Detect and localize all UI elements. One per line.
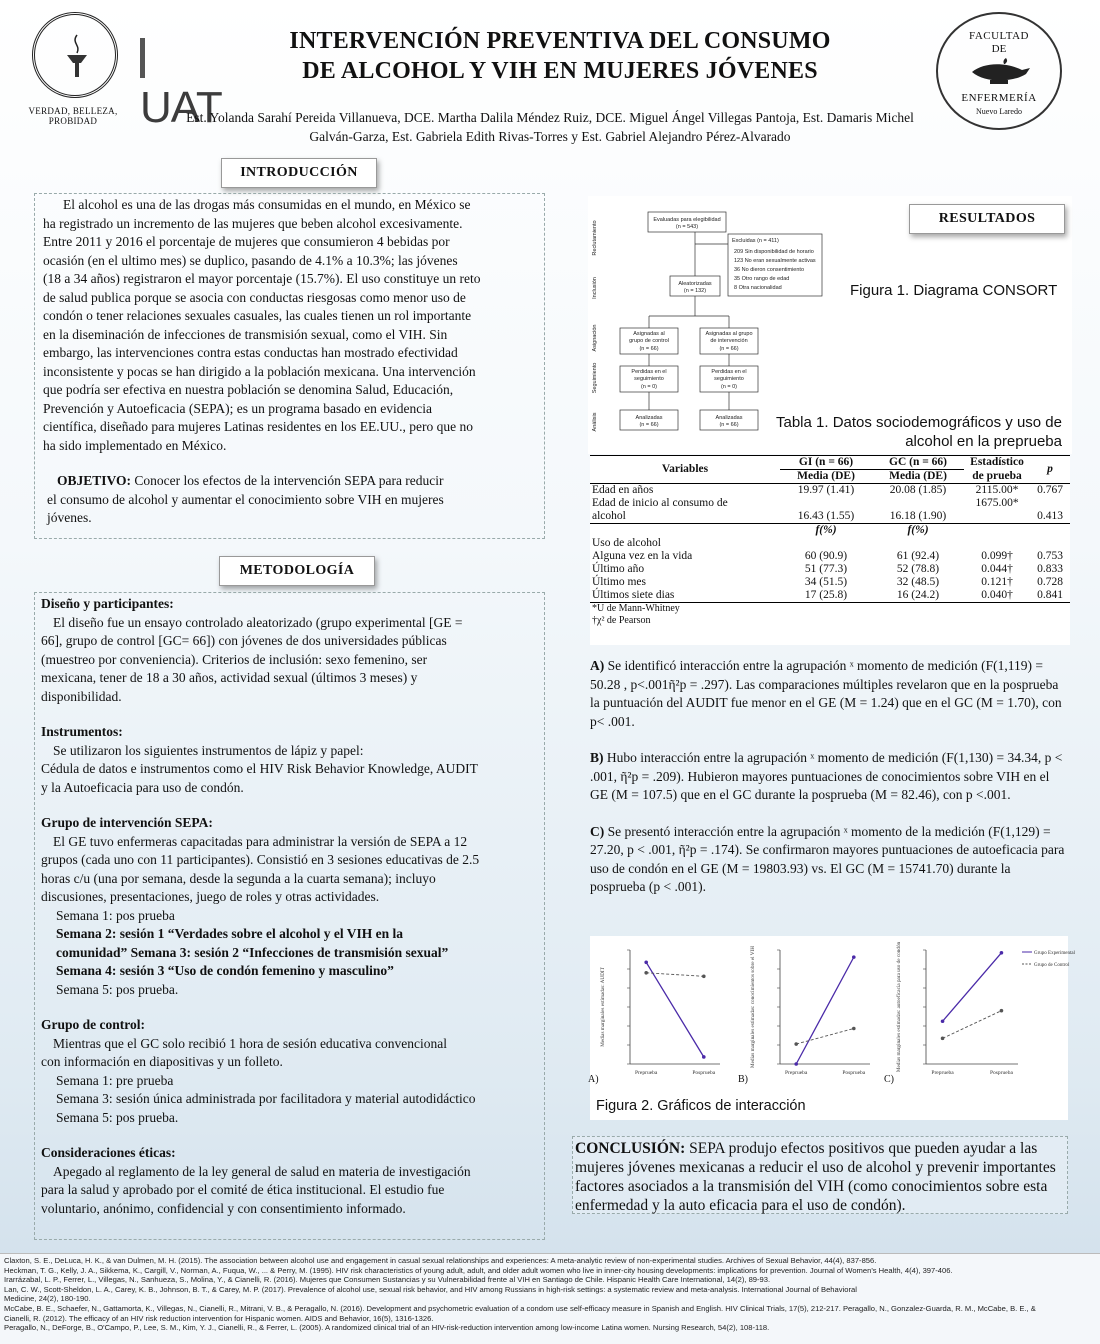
table-cell: Último año bbox=[592, 563, 645, 575]
sepa-paragraph bbox=[41, 833, 538, 907]
table-caption-line-1: Tabla 1. Datos sociodemográficos y uso de bbox=[776, 414, 1062, 431]
data-point bbox=[702, 1055, 706, 1059]
objective-line-2: el consumo de alcohol y aumentar el conocimiento sobre VIH en mujeres bbox=[47, 491, 444, 507]
consort-text: seguimiento bbox=[634, 376, 664, 382]
intro-line: ocasión (en el ultimo mes) se duplico, pasando de 4.1% a 10.3%; las jóvenes bbox=[43, 252, 458, 268]
table-1-caption bbox=[760, 413, 1062, 451]
series-line bbox=[646, 962, 704, 1057]
table-cell: 0.833 bbox=[1037, 563, 1063, 575]
x-tick-label: Posprueba bbox=[692, 1070, 716, 1076]
table-row bbox=[590, 563, 1070, 576]
sepa-week-5: Semana 5: pos prueba. bbox=[56, 981, 179, 997]
data-point bbox=[794, 1062, 798, 1066]
result-a bbox=[590, 657, 1068, 731]
sepa-line: discusiones, presentaciones, juego de roles y otras actividades. bbox=[41, 889, 380, 904]
table-cell: 1675.00* bbox=[964, 497, 1030, 524]
table-caption-line-2: alcohol en la preprueba bbox=[905, 433, 1062, 450]
consort-text: (n = 66) bbox=[639, 346, 659, 352]
x-tick-label: Posprueba bbox=[989, 1070, 1013, 1076]
consort-text: 8 Otra nacionalidad bbox=[734, 285, 782, 291]
consort-text: 123 No eran sexualmente activas bbox=[734, 258, 816, 264]
consort-text: 35 Otro rango de edad bbox=[734, 276, 790, 282]
table-1 bbox=[590, 455, 1070, 645]
faculty-logo bbox=[936, 12, 1062, 130]
table-header: Media (DE) bbox=[872, 470, 964, 484]
faculty-logo-de: DE bbox=[991, 43, 1007, 55]
figure-1-caption: Figura 1. Diagrama CONSORT bbox=[850, 282, 1058, 299]
table-cell: 16.43 (1.55) bbox=[780, 497, 872, 524]
consort-text: Perdidas en el bbox=[631, 369, 667, 375]
consort-text: (n = 543) bbox=[675, 224, 699, 230]
intro-line: Entre 2011 y 2016 el porcentaje de mujeres que consumieron 4 bebidas por bbox=[43, 234, 450, 249]
sepa-title: Grupo de intervención SEPA: bbox=[41, 815, 213, 830]
control-week-5: Semana 5: pos prueba. bbox=[56, 1109, 179, 1125]
x-tick-label: Posprueba bbox=[842, 1070, 866, 1076]
design-line: El diseño fue un ensayo controlado aleatorizado (grupo experimental [GE = bbox=[53, 614, 463, 630]
faculty-logo-top: FACULTAD bbox=[969, 30, 1029, 42]
table-cell: Últimos siete dias bbox=[590, 589, 780, 603]
onset-label-1: Edad de inicio al consumo de bbox=[592, 497, 728, 509]
result-c-text: Se presentó interacción entre la agrupación ˣ momento de la medición (F(1,129) = 27.20, p < .001, ῆ²p = .174). Se confirmaron mayores puntuaciones de autoeficacia para uso de condón en el GE (M = 19803.93) vs. El GC (M = 15741.70) durante la posprueba (p < .001). bbox=[590, 823, 1065, 894]
consort-text: Asignadas al grupo bbox=[705, 331, 753, 337]
panel-label: A) bbox=[588, 1074, 599, 1085]
consort-text: (n = 66) bbox=[719, 346, 739, 352]
control-week-1: Semana 1: pre prueba bbox=[56, 1072, 174, 1088]
table-cell bbox=[964, 524, 1030, 538]
sepa-week-2: Semana 2: sesión 1 “Verdades sobre el alcohol y el VIH en la bbox=[56, 926, 404, 941]
reference-item: Claxton, S. E., DeLuca, H. K., & van Dulmen, M. H. (2015). The association between alcohol use and engagement in casual sexual relationships and experiences: A meta-analytic review of non-experimental studies. Archives of Sexual Behavior, 44(4), 837-856. bbox=[4, 1256, 877, 1265]
objective-line-3: jóvenes. bbox=[47, 510, 92, 525]
table-cell: Alguna vez en la vida bbox=[592, 550, 693, 562]
result-a-label: A) bbox=[590, 658, 605, 673]
panel-label: B) bbox=[738, 1074, 748, 1085]
table-cell: Último mes bbox=[592, 576, 646, 588]
table-cell: 0.413 bbox=[1030, 497, 1070, 524]
torch-icon bbox=[63, 33, 91, 79]
design-line: 66], grupo de control [GC= 66]) con jóvenes de dos universidades públicas bbox=[41, 633, 447, 648]
y-axis-label: Medias marginales estimadas: conocimientos sobre el VIH bbox=[750, 946, 756, 1068]
authors-line-2: Galván-Garza, Est. Gabriela Edith Rivas-Torres y Est. Gabriel Alejandro Pérez-Alvarado bbox=[309, 129, 791, 144]
university-seal-icon bbox=[32, 12, 118, 98]
table-cell: 34 (51.5) bbox=[804, 576, 848, 588]
consort-text: Evaluadas para elegibilidad bbox=[653, 217, 721, 223]
table-cell: 0.841 bbox=[1030, 589, 1070, 603]
instruments-line: Cédula de datos e instrumentos como el HIV Risk Behavior Knowledge, AUDIT bbox=[41, 761, 478, 776]
legend-label: Grupo Experimental bbox=[1034, 951, 1075, 956]
table-header: GC (n = 66) bbox=[872, 456, 964, 470]
poster-title bbox=[240, 26, 880, 86]
table-cell: f(%) bbox=[815, 524, 837, 536]
result-b bbox=[590, 749, 1068, 805]
x-tick-label: Preprueba bbox=[785, 1070, 808, 1076]
table-header: Media (DE) bbox=[780, 470, 872, 484]
series-line bbox=[796, 1028, 854, 1044]
data-point bbox=[941, 1037, 945, 1041]
stage-label: Análisis bbox=[592, 412, 598, 432]
intro-line: El alcohol es una de las drogas más consumidas en el mundo, en México se bbox=[63, 197, 471, 212]
consort-text: Aleatorizadas bbox=[678, 281, 712, 287]
table-header: Variables bbox=[590, 456, 780, 484]
data-point bbox=[941, 1019, 945, 1023]
design-line: mexicana, tener de 18 a 30 años, actividad sexual (últimos 3 meses) y bbox=[41, 670, 418, 685]
consort-text: 36 No dieron consentimiento bbox=[734, 267, 805, 273]
footnote-mann-whitney: *U de Mann-Whitney bbox=[592, 603, 680, 614]
panel-label: C) bbox=[884, 1074, 894, 1085]
table-cell: 52 (78.8) bbox=[896, 563, 940, 575]
table-cell: Edad en años bbox=[592, 484, 654, 496]
control-line-1: Mientras que el GC solo recibió 1 hora de sesión educativa convencional bbox=[53, 1035, 448, 1051]
data-point bbox=[702, 975, 706, 979]
authors-line-1: Est. Yolanda Sarahí Pereida Villanueva, DCE. Martha Dalila Méndez Ruiz, DCE. Miguel Ángel Villegas Pantoja, Est. Damaris Michel bbox=[186, 110, 914, 125]
data-point bbox=[644, 960, 648, 964]
consort-text: 209 Sin disponibilidad de horario bbox=[734, 249, 814, 255]
methods-box bbox=[34, 592, 545, 1240]
intro-line: que podría ser efectiva en nuestra población se denomina Salud, Educación, bbox=[43, 382, 454, 397]
table-cell: 19.97 (1.41) bbox=[797, 484, 855, 496]
table-cell: 17 (25.8) bbox=[780, 589, 872, 603]
table-cell: 60 (90.9) bbox=[804, 550, 848, 562]
reference-item: Peragallo, N., DeForge, B., O'Campo, P., Lee, S. M., Kim, Y. J., Cianelli, R., & Ferrer, L. (2005). A randomized clinical trial of an HIV-risk-reduction intervention among low-income Latina women. Nursing Research, 54(2), 108-118. bbox=[4, 1323, 770, 1333]
footnote-chi-square: †χ² de Pearson bbox=[592, 615, 651, 626]
data-point bbox=[1000, 1009, 1004, 1013]
x-tick-label: Preprueba bbox=[931, 1070, 954, 1076]
stage-label: Reclutamiento bbox=[592, 220, 598, 256]
table-cell: 0.121† bbox=[981, 576, 1013, 588]
table-cell: 0.767 bbox=[1037, 484, 1063, 496]
intro-line: embargo, las intervenciones contra estas conductas han mostrado efectividad bbox=[43, 345, 458, 360]
control-line-2: con información en diapositivas y un folleto. bbox=[41, 1054, 283, 1069]
consort-text: Analizadas bbox=[715, 415, 743, 421]
objective-paragraph bbox=[43, 472, 536, 528]
table-row bbox=[590, 524, 1070, 538]
reference-item: Cianelli, R. (2012). The efficacy of an HIV risk reduction intervention for Hispanic women. AIDS and Behavior, 16(5), 1316-1326. bbox=[4, 1313, 434, 1323]
uat-logo bbox=[140, 36, 230, 132]
sepa-line: El GE tuvo enfermeras capacitadas para administrar la versión de SEPA a 12 bbox=[53, 833, 468, 849]
data-point bbox=[1000, 951, 1004, 955]
consort-text: (n = 66) bbox=[719, 422, 739, 428]
reference-item: Medicine, 24(2), 180-190. bbox=[4, 1294, 91, 1304]
table-cell: 0.040† bbox=[964, 589, 1030, 603]
y-axis-label: Medias marginales estimadas: AUDIT bbox=[600, 967, 606, 1047]
table-cell: 16.18 (1.90) bbox=[872, 497, 964, 524]
series-line bbox=[943, 953, 1002, 1021]
data-point bbox=[644, 971, 648, 975]
table-row bbox=[590, 484, 1070, 498]
consort-text: (n = 0) bbox=[640, 384, 658, 390]
figure-2-caption: Figura 2. Gráficos de interacción bbox=[596, 1098, 806, 1114]
data-point bbox=[794, 1042, 798, 1046]
title-line-2: DE ALCOHOL Y VIH EN MUJERES JÓVENES bbox=[302, 58, 818, 84]
instruments-title: Instrumentos: bbox=[41, 724, 123, 739]
consort-text: grupo de control bbox=[629, 338, 669, 344]
interaction-charts bbox=[588, 936, 1075, 1096]
consort-text: (n = 0) bbox=[720, 384, 738, 390]
legend-label: Grupo de Control bbox=[1034, 963, 1070, 968]
oil-lamp-icon bbox=[964, 58, 1034, 88]
stage-label: Seguimiento bbox=[592, 362, 598, 394]
results-heading: RESULTADOS bbox=[909, 204, 1065, 234]
ethics-line: para la salud y aprobado por el comité de ética institucional. El estudio fue bbox=[41, 1182, 445, 1197]
result-c-label: C) bbox=[590, 823, 605, 839]
intro-line: ha registrado un incremento de las mujeres que beben alcohol excesivamente. bbox=[43, 215, 463, 231]
y-axis-label: Medias marginales estimadas: autoeficacia para uso de condón bbox=[896, 941, 902, 1073]
consort-text: Excluidas (n = 411) bbox=[732, 238, 779, 244]
design-paragraph bbox=[41, 614, 538, 707]
control-title: Grupo de control: bbox=[41, 1017, 145, 1032]
control-week-3: Semana 3: sesión única administrada por facilitadora y material autodidáctico bbox=[56, 1091, 476, 1106]
consort-text: Perdidas en el bbox=[711, 369, 747, 375]
table-cell bbox=[590, 524, 780, 538]
table-header: p bbox=[1030, 456, 1070, 484]
instruments-line: Se utilizaron los siguientes instrumentos de lápiz y papel: bbox=[53, 742, 364, 758]
design-line: (muestreo por conveniencia). Criterios de inclusión: sexo femenino, ser bbox=[41, 651, 428, 667]
table-header: GI (n = 66) bbox=[780, 456, 872, 470]
authors bbox=[170, 108, 930, 146]
table-cell: Uso de alcohol bbox=[592, 537, 661, 549]
uat-bar-icon bbox=[140, 38, 145, 78]
results-text bbox=[590, 657, 1068, 915]
series-line bbox=[943, 1011, 1002, 1039]
table-header: de prueba bbox=[964, 470, 1030, 484]
objective-line-1: Conocer los efectos de la intervención SEPA para reducir bbox=[131, 473, 444, 488]
instruments-line: y la Autoeficacia para uso de condón. bbox=[41, 779, 244, 795]
consort-text: (n = 66) bbox=[639, 422, 659, 428]
intro-line: ha sido implementado en México. bbox=[43, 437, 227, 453]
table-footnote bbox=[590, 615, 1070, 627]
table-cell: 0.044† bbox=[981, 563, 1013, 575]
reference-item: Lan, C. W., Scott-Sheldon, L. A., Carey, K. B., Johnson, B. T., & Carey, M. P. (2017). Prevalence of alcohol use, sexual risk behavior, and HIV among Russians in high-risk settings: a systematic review and meta-analysis. International Journal of Behavioral bbox=[4, 1284, 857, 1294]
design-title: Diseño y participantes: bbox=[41, 596, 174, 611]
table-cell: 32 (48.5) bbox=[896, 576, 940, 588]
data-point bbox=[852, 1027, 856, 1031]
intro-box bbox=[34, 193, 545, 539]
sepa-line: grupos (cada uno con 11 participantes). Consistió en 3 sesiones educativas de 2.5 bbox=[41, 852, 480, 867]
instruments-paragraph bbox=[41, 742, 538, 798]
intro-line: inconsistente y pocas se han dirigido a la población mexicana. Una intervención bbox=[43, 363, 476, 379]
intro-line: condón o tener relaciones sexuales casuales, las cuales tienen un rol importante bbox=[43, 308, 472, 323]
x-tick-label: Preprueba bbox=[635, 1070, 658, 1076]
table-cell: 0.753 bbox=[1037, 550, 1063, 562]
faculty-logo-sub: Nuevo Laredo bbox=[976, 107, 1022, 116]
table-row bbox=[590, 589, 1070, 603]
university-motto: VERDAD, BELLEZA, PROBIDAD bbox=[28, 106, 118, 126]
consort-text: Asignadas al bbox=[633, 331, 665, 337]
result-c bbox=[590, 823, 1068, 897]
references bbox=[0, 1253, 1100, 1344]
consort-text: (n = 132) bbox=[683, 288, 707, 294]
conclusion-label: CONCLUSIÓN: bbox=[575, 1140, 686, 1157]
ethics-paragraph bbox=[41, 1163, 538, 1219]
result-a-text: Se identificó interacción entre la agrupación ˣ momento de medición (F(1,119) = 50.28 , p<.001ῆ²p = .297). Las comparaciones múltiples revelaron que en la posprueba la puntuación del AUDIT fue menor en el GE (M = 1.24) que en el GC (M = 1.70), con p< .001. bbox=[590, 658, 1062, 729]
table-cell: 2115.00* bbox=[975, 484, 1019, 496]
ethics-line: voluntario, anónimo, confidencial y con consentimiento informado. bbox=[41, 1200, 406, 1216]
ethics-line: Apegado al reglamento de la ley general de salud en materia de investigación bbox=[53, 1163, 471, 1179]
methods-heading: METODOLOGÍA bbox=[219, 556, 375, 586]
uat-logo-text: UAT bbox=[140, 83, 222, 132]
consort-text: seguimiento bbox=[714, 376, 744, 382]
table-cell bbox=[1030, 524, 1070, 538]
sepa-week-3: comunidad” Semana 3: sesión 2 “Infecciones de transmisión sexual” bbox=[56, 944, 449, 960]
reference-item: Heckman, T. G., Kelly, J. A., Sikkema, K., Cargill, V., Norman, A., Fuqua, W., ... & Perry, M. (1995). HIV risk characteristics of young adult, adult, and older adult women who live in inner-city housing developments: implications for prevention. Journal of Women's Health, 4(4), 397-406. bbox=[4, 1265, 953, 1275]
table-cell bbox=[590, 497, 780, 524]
onset-label-2: alcohol bbox=[592, 510, 626, 522]
sepa-week-4: Semana 4: sesión 3 “Uso de condón femenino y masculino” bbox=[56, 963, 394, 978]
result-b-text: Hubo interacción entre la agrupación ˣ momento de medición (F(1,130) = 34.34, p < .001, ῆ²p = .209). Hubieron mayores puntuaciones de conocimientos sobre VIH en el GE (M = 107.5) que en el GC durante la posprueba (M = 82.46), con p <.001. bbox=[590, 750, 1063, 802]
table-cell: 61 (92.4) bbox=[896, 550, 940, 562]
table-footnote bbox=[590, 603, 1070, 616]
table-cell: 0.099† bbox=[981, 550, 1013, 562]
intro-line: en la diseminación de infecciones de transmisión sexual, como el VIH. Sin bbox=[43, 326, 448, 342]
intro-line: (18 a 34 años) registraron el mayor porcentaje (15.7%). El uso constituye un reto bbox=[43, 271, 481, 286]
table-row bbox=[590, 537, 1070, 550]
faculty-logo-bottom: ENFERMERÍA bbox=[961, 92, 1037, 104]
table-cell: 0.728 bbox=[1037, 576, 1063, 588]
table-row bbox=[590, 497, 1070, 524]
table-cell: 20.08 (1.85) bbox=[889, 484, 947, 496]
reference-item: McCabe, B. E., Schaefer, N., Gattamorta, K., Villegas, N., Cianelli, R., Mitrani, V. B., & Peragallo, N. (2016). Development and psychometric evaluation of a condom use self-efficacy measure in Spanish and English. HIV Clinical Trials, 17(5), 212-217. Peragallo, N., Gonzalez-Guarda, R. M., McCabe, B. E., & bbox=[4, 1303, 1036, 1313]
table-cell: 16 (24.2) bbox=[872, 589, 964, 603]
intro-heading: INTRODUCCIÓN bbox=[221, 158, 377, 188]
objective-label: OBJETIVO: bbox=[57, 473, 131, 488]
title-line-1: INTERVENCIÓN PREVENTIVA DEL CONSUMO bbox=[289, 28, 831, 54]
conclusion-text: SEPA produjo efectos positivos que pueden ayudar a las mujeres jóvenes mexicanas a reducir el uso de alcohol y prevenir importantes factores asociados a la transmisión del VIH (como conocimientos sobre esta enfermedad y la auto eficacia para el uso de condón). bbox=[575, 1140, 1056, 1214]
university-logo bbox=[8, 8, 138, 126]
data-point bbox=[852, 955, 856, 959]
table-body bbox=[590, 550, 1070, 603]
table-cell: f(%) bbox=[907, 524, 929, 536]
consort-text: de intervención bbox=[710, 338, 748, 344]
reference-item: Irarrázabal, L. P., Ferrer, L., Villegas, N., Sanhueza, S., Molina, Y., & Cianelli, R. (2016). Mujeres que Consumen Sustancias y su Vulnerabilidad frente al VIH en Santiago de Chile. Hispanic Health Care International, 14(2), 89-93. bbox=[4, 1275, 771, 1285]
design-line: disponibilidad. bbox=[41, 688, 122, 704]
consort-text: Analizadas bbox=[635, 415, 663, 421]
sepa-line: horas c/u (una por semana, desde la segunda a la cuarta semana); incluyo bbox=[41, 870, 436, 886]
table-cell: 51 (77.3) bbox=[804, 563, 848, 575]
intro-line: de salud publica porque se asocia con conductas riesgosas como menor uso de bbox=[43, 289, 466, 305]
intro-paragraph bbox=[43, 196, 536, 455]
intro-line: científica, diseñado para mujeres Latinas residentes en los EE.UU., pero que no bbox=[43, 419, 473, 434]
interaction-figure bbox=[588, 936, 1075, 1120]
table-row bbox=[590, 576, 1070, 589]
table-header: Estadístico bbox=[970, 456, 1024, 469]
table-row bbox=[590, 550, 1070, 563]
ethics-title: Consideraciones éticas: bbox=[41, 1145, 176, 1160]
sepa-week-1: Semana 1: pos prueba bbox=[56, 907, 175, 923]
series-line bbox=[796, 957, 854, 1064]
result-b-label: B) bbox=[590, 750, 604, 765]
intro-line: Prevención y Autoeficacia (SEPA); es un programa basado en evidencia bbox=[43, 400, 433, 416]
stage-label: Inclusión bbox=[592, 277, 598, 299]
conclusion-box bbox=[572, 1136, 1068, 1214]
stage-label: Asignación bbox=[592, 324, 598, 352]
